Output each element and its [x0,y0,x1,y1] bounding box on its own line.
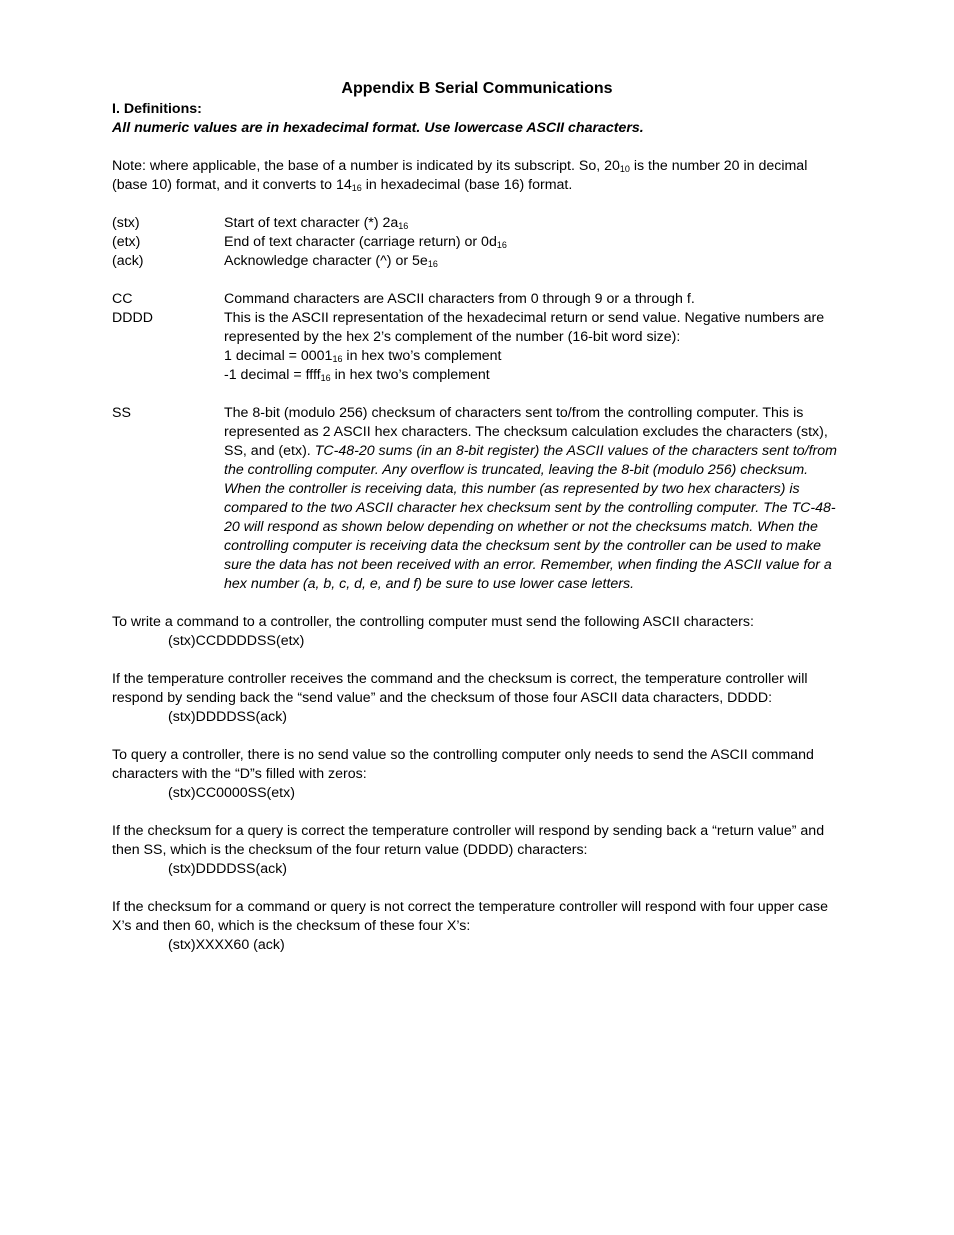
paragraph-command-response: If the temperature controller receives the command and the checksum is correct, the temperature controller will respond by sending back the “send value” and the checksum of those four ASCII data characters, DDDD: [112,671,808,706]
paragraph-query: To query a controller, there is no send value so the controlling computer only needs to send the ASCII command characters with the “D”s filled with zeros: [112,747,814,782]
code-checksum-error: (stx)XXXX60 (ack) [168,937,285,953]
hex-format-note: All numeric values are in hexadecimal format. Use lowercase ASCII characters. [112,120,644,136]
definition-stx [112,214,842,233]
definition-etx [112,233,842,252]
code-query: (stx)CC0000SS(etx) [168,785,295,801]
definition-text: End of text character (carriage return) or $0d_{16}$ [224,234,507,250]
definition-term: (etx) [112,234,141,250]
subscript-note: Note: where applicable, the base of a number is indicated by its subscript. So, $20_{10}$ is the number 20 in decimal (base 10) format, and it converts to $14_{16}$ in hexadecimal (base 16) format. [112,158,808,193]
paragraph-query-response: If the checksum for a query is correct the temperature controller will respond by sending back a “return value” and then SS, which is the checksum of the four return value (DDDD) characters: [112,823,825,858]
document-page [112,78,842,955]
definition-ack [112,252,842,271]
definition-cc [112,290,842,309]
definition-dddd [112,309,842,385]
definition-term: (stx) [112,215,140,231]
section-heading: I. Definitions: [112,101,202,117]
definition-text: Start of text character (*) $2a_{16}$ [224,215,409,231]
code-write-command: (stx)CCDDDDSS(etx) [168,633,305,649]
paragraph-write-command: To write a command to a controller, the controlling computer must send the following ASCII characters: [112,614,754,630]
code-query-response: (stx)DDDDSS(ack) [168,861,288,877]
page-title: Appendix B Serial Communications [341,80,613,97]
definition-text: The 8-bit (modulo 256) checksum of characters sent to/from the controlling computer. This is represented as 2 ASCII hex characters. The checksum calculation excludes the characters (stx), SS, and (etx). TC-48-20 sums (in an 8-bit register) the ASCII values of the characters sent to/from the controlling computer. Any overflow is truncated, leaving the 8-bit (modulo 256) checksum. When the controller is receiving data, this number (as represented by two hex characters) is compared to the two ASCII character hex checksum sent by the controlling computer. The TC-48-20 will respond as shown below depending on whether or not the checksums match. When the controlling computer is receiving data the checksum sent by the controller can be used to make sure the data has not been received with an error. Remember, when finding the ASCII value for a hex number (a, b, c, d, e, and f) be sure to use lower case letters. [224,405,837,592]
paragraph-checksum-error: If the checksum for a command or query is not correct the temperature controller will respond with four upper case X’s and then 60, which is the checksum of these four X’s: [112,899,829,934]
definition-text: This is the ASCII representation of the hexadecimal return or send value. Negative numbers are represented by the hex 2’s complement of the number (16-bit word size): 1 decimal = $0001_{16}$ in hex two’s complement -1 decimal = ffff$_{16}$ in hex two’s complement [224,310,825,383]
definition-term: CC [112,291,133,307]
definition-ss [112,404,842,594]
code-command-response: (stx)DDDDSS(ack) [168,709,288,725]
definition-text: Acknowledge character (^) or $5e_{16}$ [224,253,438,269]
definition-text: Command characters are ASCII characters from 0 through 9 or a through f. [224,291,695,307]
definition-term: DDDD [112,310,153,326]
definition-term: SS [112,405,131,421]
definition-term: (ack) [112,253,144,269]
